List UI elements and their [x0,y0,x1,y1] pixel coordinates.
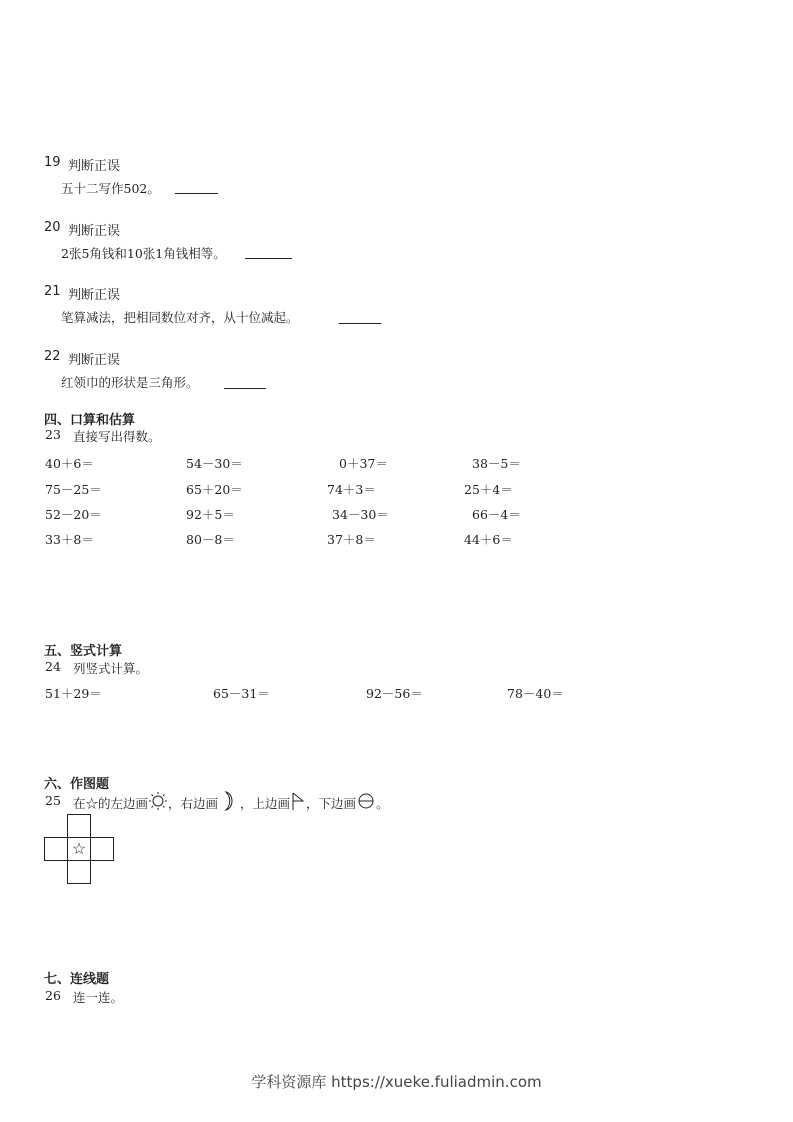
calc-item: 25＋4＝ [464,482,513,497]
question-number: 25 [45,793,61,808]
flag-icon [290,791,306,818]
question-title: 判断正误 [68,288,121,303]
calc-item: 52－20＝ [45,507,102,522]
answer-blank[interactable] [339,323,381,324]
question-text: 五十二写作502。 [61,181,160,196]
question-number: 24 [45,659,61,674]
question-text: 2张5角钱和10张1角钱相等。 [61,246,226,261]
answer-blank[interactable] [175,193,218,194]
calc-item: 65＋20＝ [186,482,243,497]
calc-item: 33＋8＝ [45,532,94,547]
answer-blank[interactable] [245,258,292,259]
calc-item: 75－25＝ [45,482,102,497]
moon-icon [218,790,240,819]
question-title: 判断正误 [68,353,121,368]
calc-item: 34－30＝ [332,507,389,522]
grid-cell-center [67,837,91,861]
section-heading: 五、竖式计算 [44,644,123,659]
calc-item: 92－56＝ [366,686,423,701]
instruction-part: ，右边画 [168,796,219,811]
star-icon: ☆ [71,839,87,858]
calc-item: 78－40＝ [507,686,564,701]
section-heading: 六、作图题 [44,777,110,792]
question-title: 判断正误 [68,224,121,239]
instruction-part: 。 [376,796,389,811]
grid-cell-left[interactable] [44,837,68,861]
calc-item: 54－30＝ [186,456,243,471]
footer-watermark [0,1071,793,1092]
instruction-part: 在☆的左边画 [73,796,149,811]
calc-item: 37＋8＝ [327,532,376,547]
answer-blank[interactable] [224,388,266,389]
question-number: 22 [44,349,61,364]
calc-item: 92＋5＝ [186,507,235,522]
grid-cell-top[interactable] [67,814,91,838]
question-number: 26 [45,988,61,1003]
calc-item: 74＋3＝ [327,482,376,497]
sun-icon [148,791,168,818]
calc-item: 51＋29＝ [45,686,102,701]
question-text: 列竖式计算。 [73,661,149,676]
question-title: 判断正误 [68,159,121,174]
instruction-part: ，上边画 [240,796,291,811]
instruction-part: ，下边画 [306,796,357,811]
question-number: 21 [44,284,61,299]
question-number: 20 [44,220,61,235]
question-number: 19 [44,155,61,170]
circle-line-icon [356,791,376,818]
calc-item: 40＋6＝ [45,456,94,471]
footer-site-name: 学科资源库 [251,1073,327,1091]
footer-url[interactable]: https://xueke.fuliadmin.com [331,1073,542,1091]
calc-item: 44＋6＝ [464,532,513,547]
question-text: 连一连。 [73,990,124,1005]
grid-cell-right[interactable] [90,837,114,861]
question-text: 直接写出得数。 [73,429,161,444]
section-heading: 四、口算和估算 [44,413,136,428]
calc-item: 80－8＝ [186,532,235,547]
calc-item: 65－31＝ [213,686,270,701]
calc-item: 0＋37＝ [339,456,388,471]
question-text: 红领巾的形状是三角形。 [61,375,199,390]
calc-item: 66－4＝ [472,507,521,522]
question-number: 23 [45,427,61,442]
grid-cell-bottom[interactable] [67,860,91,884]
section-heading: 七、连线题 [44,972,110,987]
calc-item: 38－5＝ [472,456,521,471]
drawing-instruction [73,790,389,812]
question-text: 笔算减法，把相同数位对齐，从十位减起。 [61,310,299,325]
